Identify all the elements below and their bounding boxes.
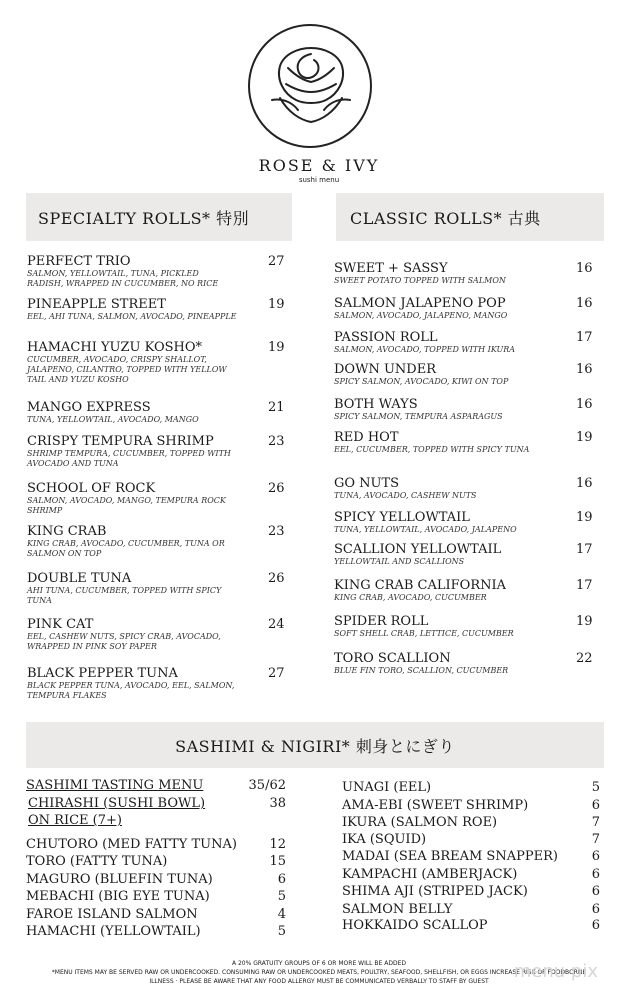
sashimi-nigiri-title: SASHIMI & NIGIRI* 刺身とにぎり [175, 736, 455, 756]
item-price: 16 [576, 397, 593, 412]
menu-item [27, 571, 237, 606]
classic-rolls-header [336, 193, 604, 241]
item-name: KING CRAB CALIFORNIA [334, 578, 507, 593]
sashimi-item-price: 6 [591, 798, 600, 813]
sashimi-item-name: TORO (FATTY TUNA) [26, 854, 168, 869]
rose-logo [248, 24, 372, 148]
item-name: PINK CAT [27, 617, 94, 632]
item-price: 26 [268, 481, 285, 496]
sashimi-item-price: 6 [591, 902, 600, 917]
item-price: 19 [576, 614, 593, 629]
sashimi-item-name: SHIMA AJI (STRIPED JACK) [342, 884, 528, 899]
item-description: AHI TUNA, CUCUMBER, TOPPED WITH SPICY TUNA [27, 586, 222, 605]
sashimi-item-price: 38 [269, 796, 286, 811]
item-description: SHRIMP TEMPURA, CUCUMBER, TOPPED WITH AVOCADO AND TUNA [27, 449, 231, 468]
sashimi-item-name: MAGURO (BLUEFIN TUNA) [26, 872, 213, 887]
item-description: SALMON, AVOCADO, TOPPED WITH IKURA [334, 345, 516, 354]
sashimi-item-price: 4 [277, 907, 286, 922]
item-name: BLACK PEPPER TUNA [27, 666, 178, 681]
menu-item [334, 542, 554, 567]
sashimi-item-price: 5 [591, 780, 600, 795]
item-price: 16 [576, 296, 593, 311]
sashimi-item-price: 6 [277, 872, 286, 887]
sashimi-item-name: MEBACHI (BIG EYE TUNA) [26, 889, 210, 904]
item-description: EEL, AHI TUNA, SALMON, AVOCADO, PINEAPPLE [27, 312, 237, 321]
item-description: SOFT SHELL CRAB, LETTICE, CUCUMBER [334, 629, 514, 638]
sashimi-item-price: 6 [591, 918, 600, 933]
menu-item [334, 261, 554, 286]
menu-item [27, 254, 237, 289]
sashimi-item-name: SASHIMI TASTING MENU [26, 778, 204, 793]
sashimi-item-price: 12 [269, 837, 286, 852]
item-description: SPICY SALMON, AVOCADO, KIWI ON TOP [334, 377, 509, 386]
item-name: MANGO EXPRESS [27, 400, 151, 415]
raw-food-warning: *MENU ITEMS MAY BE SERVED RAW OR UNDERCOOKED. CONSUMING RAW OR UNDERCOOKED MEATS, POULTRY, SEAFOOD, SHELLFISH, OR EGGS INCREASE RISK OF FOODBORNE [51, 969, 587, 976]
item-price: 19 [576, 510, 593, 525]
gratuity-note: A 20% GRATUITY GROUPS OF 6 OR MORE WILL BE ADDED [231, 960, 407, 967]
menu-item [27, 617, 237, 652]
menu-item [27, 524, 237, 559]
item-name: PERFECT TRIO [27, 254, 131, 269]
item-price: 17 [576, 542, 593, 557]
item-name: DOWN UNDER [334, 362, 436, 377]
menu-item [334, 362, 554, 387]
item-description: EEL, CASHEW NUTS, SPICY CRAB, AVOCADO, WRAPPED IN PINK SOY PAPER [27, 632, 221, 651]
item-name: PINEAPPLE STREET [27, 297, 166, 312]
menu-item [334, 651, 554, 676]
item-description: TUNA, AVOCADO, CASHEW NUTS [334, 491, 477, 500]
menu-item [27, 434, 237, 469]
item-description: YELLOWTAIL AND SCALLIONS [334, 557, 465, 566]
sashimi-item-name: CHUTORO (MED FATTY TUNA) [26, 837, 237, 852]
menu-item [27, 400, 237, 425]
item-name: TORO SCALLION [334, 651, 451, 666]
item-price: 21 [268, 400, 285, 415]
item-name: SWEET + SASSY [334, 261, 448, 276]
sashimi-item-price: 6 [591, 867, 600, 882]
item-description: SALMON, AVOCADO, JALAPENO, MANGO [334, 311, 508, 320]
item-price: 19 [268, 297, 285, 312]
sashimi-item-price: 6 [591, 884, 600, 899]
sashimi-item-price: 6 [591, 849, 600, 864]
item-name: SCHOOL OF ROCK [27, 481, 156, 496]
item-price: 27 [268, 666, 285, 681]
sashimi-item-name: HAMACHI (YELLOWTAIL) [26, 924, 201, 939]
sashimi-item-price: 7 [591, 815, 600, 830]
item-price: 23 [268, 524, 285, 539]
item-name: PASSION ROLL [334, 330, 438, 345]
restaurant-name: ROSE & IVY [258, 156, 380, 175]
item-name: CRISPY TEMPURA SHRIMP [27, 434, 214, 449]
item-price: 22 [576, 651, 593, 666]
item-description: BLUE FIN TORO, SCALLION, CUCUMBER [334, 666, 509, 675]
sashimi-item-name: MADAI (SEA BREAM SNAPPER) [342, 849, 558, 864]
item-price: 16 [576, 476, 593, 491]
watermark: menu pix [513, 961, 598, 982]
item-price: 19 [268, 340, 285, 355]
menu-subtitle: sushi menu [298, 176, 340, 184]
item-name: GO NUTS [334, 476, 400, 491]
menu-item [334, 578, 554, 603]
menu-item [334, 330, 554, 355]
rose-icon [268, 40, 354, 132]
item-name: DOUBLE TUNA [27, 571, 132, 586]
sashimi-item-name: SALMON BELLY [342, 902, 453, 917]
menu-item [334, 476, 554, 501]
item-description: EEL, CUCUMBER, TOPPED WITH SPICY TUNA [334, 445, 530, 454]
item-name: BOTH WAYS [334, 397, 418, 412]
menu-item [334, 510, 554, 535]
item-description: KING CRAB, AVOCADO, CUCUMBER [334, 593, 487, 602]
item-description: SALMON, AVOCADO, MANGO, TEMPURA ROCK SHRIMP [27, 496, 226, 515]
menu-item [334, 430, 554, 455]
sashimi-item-name: ON RICE (7+) [28, 813, 122, 828]
item-name: RED HOT [334, 430, 399, 445]
item-description: SPICY SALMON, TEMPURA ASPARAGUS [334, 412, 503, 421]
sashimi-item-name: CHIRASHI (SUSHI BOWL) [28, 796, 206, 811]
classic-rolls-title: CLASSIC ROLLS* 古典 [350, 208, 541, 228]
item-price: 27 [268, 254, 285, 269]
sashimi-item-name: IKA (SQUID) [342, 832, 427, 847]
sashimi-item-price: 7 [591, 832, 600, 847]
sashimi-item-price: 5 [277, 889, 286, 904]
item-name: SALMON JALAPENO POP [334, 296, 506, 311]
sashimi-item-name: AMA-EBI (SWEET SHRIMP) [342, 798, 529, 813]
item-name: HAMACHI YUZU KOSHO* [27, 340, 203, 355]
item-name: SPICY YELLOWTAIL [334, 510, 470, 525]
item-name: KING CRAB [27, 524, 107, 539]
specialty-rolls-header [26, 193, 292, 241]
item-price: 23 [268, 434, 285, 449]
item-description: TUNA, YELLOWTAIL, AVOCADO, MANGO [27, 415, 199, 424]
sashimi-item-price: 15 [269, 854, 286, 869]
item-name: SPIDER ROLL [334, 614, 429, 629]
item-price: 26 [268, 571, 285, 586]
item-price: 24 [268, 617, 285, 632]
menu-item [27, 340, 237, 385]
item-price: 16 [576, 261, 593, 276]
sashimi-item-price: 35/62 [248, 778, 286, 793]
item-price: 17 [576, 330, 593, 345]
menu-item [334, 397, 554, 422]
item-name: SCALLION YELLOWTAIL [334, 542, 502, 557]
sashimi-item-name: UNAGI (EEL) [342, 780, 432, 795]
item-description: CUCUMBER, AVOCADO, CRISPY SHALLOT, JALAPENO, CILANTRO, TOPPED WITH YELLOW TAIL AND YUZU KOSHO [27, 355, 227, 384]
sashimi-nigiri-header [26, 722, 604, 768]
item-price: 19 [576, 430, 593, 445]
item-price: 17 [576, 578, 593, 593]
menu-item [27, 297, 237, 322]
menu-item [334, 296, 554, 321]
sashimi-item-name: FAROE ISLAND SALMON [26, 907, 198, 922]
item-description: KING CRAB, AVOCADO, CUCUMBER, TUNA OR SALMON ON TOP [27, 539, 225, 558]
sashimi-item-name: IKURA (SALMON ROE) [342, 815, 498, 830]
sashimi-item-name: KAMPACHI (AMBERJACK) [342, 867, 518, 882]
allergy-notice: ILLNESS · PLEASE BE AWARE THAT ANY FOOD ALLERGY MUST BE COMMUNICATED VERBALLY TO STAFF BY GUEST [149, 978, 489, 985]
item-description: TUNA, YELLOWTAIL, AVOCADO, JALAPENO [334, 525, 517, 534]
item-price: 16 [576, 362, 593, 377]
item-description: SALMON, YELLOWTAIL, TUNA, PICKLED RADISH, WRAPPED IN CUCUMBER, NO RICE [27, 269, 219, 288]
menu-item [334, 614, 554, 639]
menu-item [27, 481, 237, 516]
specialty-rolls-title: SPECIALTY ROLLS* 特別 [38, 208, 250, 228]
item-description: BLACK PEPPER TUNA, AVOCADO, EEL, SALMON, TEMPURA FLAKES [27, 681, 235, 700]
item-description: SWEET POTATO TOPPED WITH SALMON [334, 276, 506, 285]
sashimi-item-name: HOKKAIDO SCALLOP [342, 918, 488, 933]
sashimi-item-price: 5 [277, 924, 286, 939]
menu-item [27, 666, 237, 701]
